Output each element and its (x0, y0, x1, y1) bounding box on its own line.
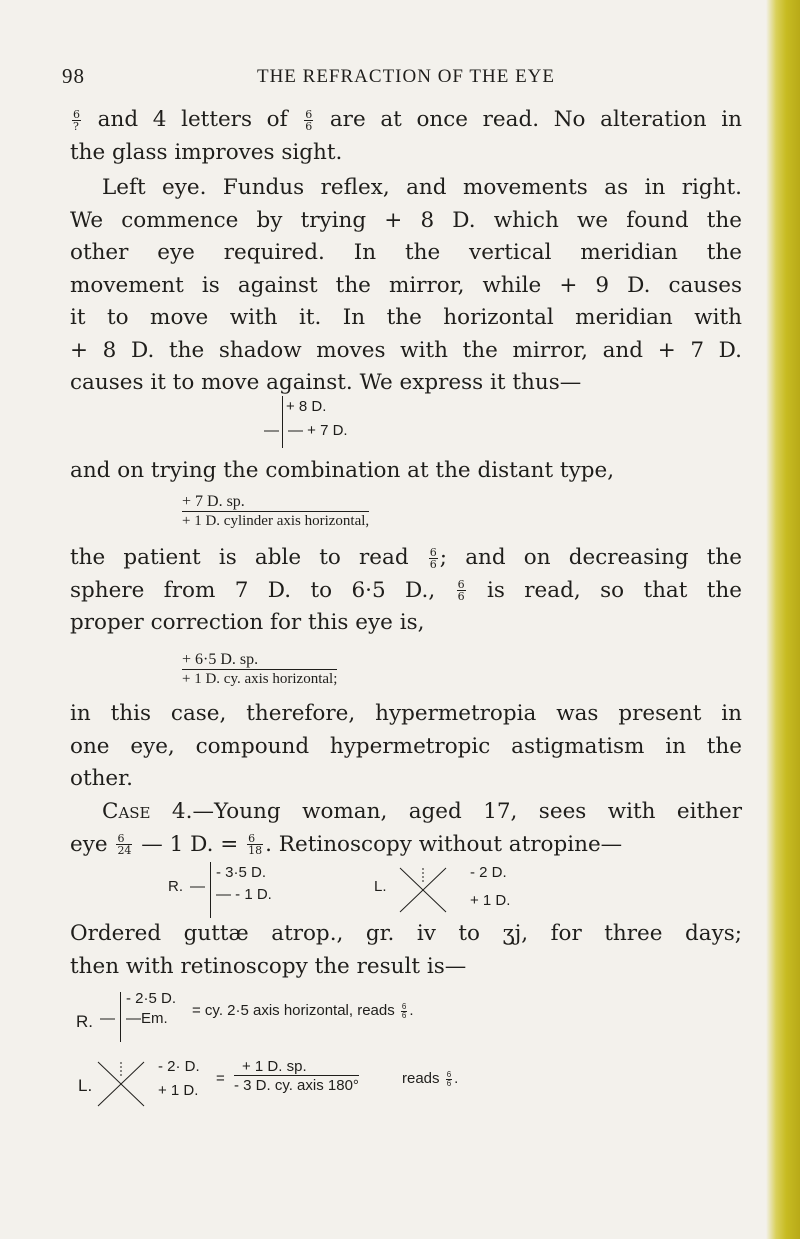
meridian-vertical-line (210, 862, 211, 918)
text-line: the glass improves sight. (70, 139, 343, 165)
paragraph-6 (70, 918, 742, 983)
text-line: sphere from 7 D. to 6·5 D., $\frac{6}{6}$ is read, so that the (70, 577, 742, 603)
left-eye-label: L. (374, 878, 387, 895)
oblique-meridian-value: + 1 D. (470, 892, 511, 909)
retinoscopy-diagram-left-eye-atropine (70, 1056, 742, 1116)
vertical-meridian-value: - 3·5 D. (216, 864, 267, 881)
text-line: causes it to move against. We express it thus— (70, 370, 582, 395)
meridian-cross-icon (396, 864, 452, 916)
text-line: Left eye. Fundus reflex, and movements as in right. (102, 175, 742, 200)
fraction: $\frac{6}{6}$ (305, 107, 313, 133)
text-line: it to move with it. In the horizontal meridian with (70, 305, 742, 330)
retinoscopy-diagram-right-eye-atropine (70, 990, 742, 1042)
fraction: $\frac{6}{6}$ (429, 545, 437, 571)
paragraph-4 (70, 542, 742, 640)
horizontal-meridian-value: —Em. (126, 1010, 168, 1027)
meridian-cross-icon (94, 1058, 150, 1110)
text-line: We commence by trying + 8 D. which we found the (70, 207, 742, 233)
text-line: and on trying the combination at the distant type, (70, 458, 615, 483)
meridian-vertical-line (120, 992, 121, 1042)
right-eye-label: R. (168, 878, 183, 895)
paragraph-3 (70, 455, 742, 488)
page (62, 0, 742, 1239)
prescription-1 (182, 493, 369, 530)
retinoscopy-diagram-left-eye (260, 396, 400, 448)
running-title: THE REFRACTION OF THE EYE (256, 66, 556, 87)
reads-text: reads $\frac{6}{6}$ . (402, 1069, 459, 1088)
text-line: eye $\frac{6}{24}$ — 1 D. = $\frac{6}{18}$ . Retinoscopy without atropine— (70, 831, 623, 857)
text-line: $\frac{6}{?}$ and 4 letters of $\frac{6}{6}$ are at once read. No alteration in (73, 107, 742, 133)
case-4-paragraph (70, 796, 742, 861)
fraction: $\frac{6}{6}$ (446, 1069, 452, 1088)
sphere-value: + 6·5 D. sp. (182, 651, 259, 668)
fraction: $\frac{6}{18}$ (248, 832, 263, 857)
paragraph-2 (70, 172, 742, 400)
page-edge (766, 0, 800, 1239)
fraction: $\frac{6}{6}$ (457, 578, 465, 603)
text-line: movement is against the mirror, while + 9 D. causes (70, 272, 742, 298)
horizontal-meridian-value: — - 1 D. (216, 886, 272, 903)
dash: — (100, 1010, 115, 1027)
vertical-meridian-value: + 8 D. (286, 398, 327, 415)
text-line: in this case, therefore, hypermetropia was present in (70, 701, 742, 726)
text-line: Ordered guttæ atrop., gr. iv to ʒj, for three days; (70, 921, 742, 946)
text-line: then with retinoscopy the result is— (70, 953, 467, 979)
fraction: $\frac{6}{?}$ (73, 107, 80, 133)
vertical-meridian-value: - 2·5 D. (126, 990, 177, 1007)
fraction: $\frac{6}{24}$ (117, 832, 132, 857)
paragraph-1 (70, 104, 742, 169)
combined-prescription (234, 1058, 359, 1094)
oblique-meridian-value: - 2· D. (158, 1058, 200, 1075)
cylinder-value: + 1 D. cy. axis horizontal; (182, 671, 338, 687)
text-line: the patient is able to read $\frac{6}{6}$ ; and on decreasing the (70, 545, 742, 571)
equals-sign: = (216, 1070, 225, 1087)
left-eye-label: L. (78, 1076, 93, 1095)
cylinder-value: - 3 D. cy. axis 180° (234, 1077, 359, 1094)
horizontal-dash: — (264, 422, 279, 439)
sphere-value: + 7 D. sp. (182, 493, 245, 510)
text-line: + 8 D. the shadow moves with the mirror, and + 7 D. (70, 337, 742, 363)
meridian-vertical-line (282, 396, 283, 448)
text-line: other. (70, 766, 133, 791)
text-line: other eye required. In the vertical meridian the (70, 240, 742, 265)
text-line: proper correction for this eye is, (70, 610, 425, 635)
sphere-value: + 1 D. sp. (242, 1058, 307, 1075)
running-header (62, 64, 742, 94)
page-number: 98 (62, 64, 85, 88)
paragraph-5 (70, 698, 742, 796)
text-line: one eye, compound hypermetropic astigmatism in the (70, 733, 742, 759)
oblique-meridian-value: - 2 D. (470, 864, 507, 881)
dash: — (190, 878, 205, 895)
oblique-meridian-value: + 1 D. (158, 1082, 199, 1099)
cylinder-value: + 1 D. cylinder axis horizontal, (182, 513, 370, 529)
text-line: Case 4.—Young woman, aged 17, sees with either (102, 799, 742, 824)
prescription-2 (182, 651, 337, 688)
case-label: Case 4. (102, 799, 193, 824)
right-eye-label: R. (76, 1012, 93, 1031)
horizontal-meridian-value: — + 7 D. (288, 422, 348, 439)
result-text: = cy. 2·5 axis horizontal, reads $\frac{6}{6}$ . (192, 1001, 414, 1020)
retinoscopy-diagram-case4 (70, 862, 742, 918)
fraction: $\frac{6}{6}$ (401, 1001, 407, 1020)
